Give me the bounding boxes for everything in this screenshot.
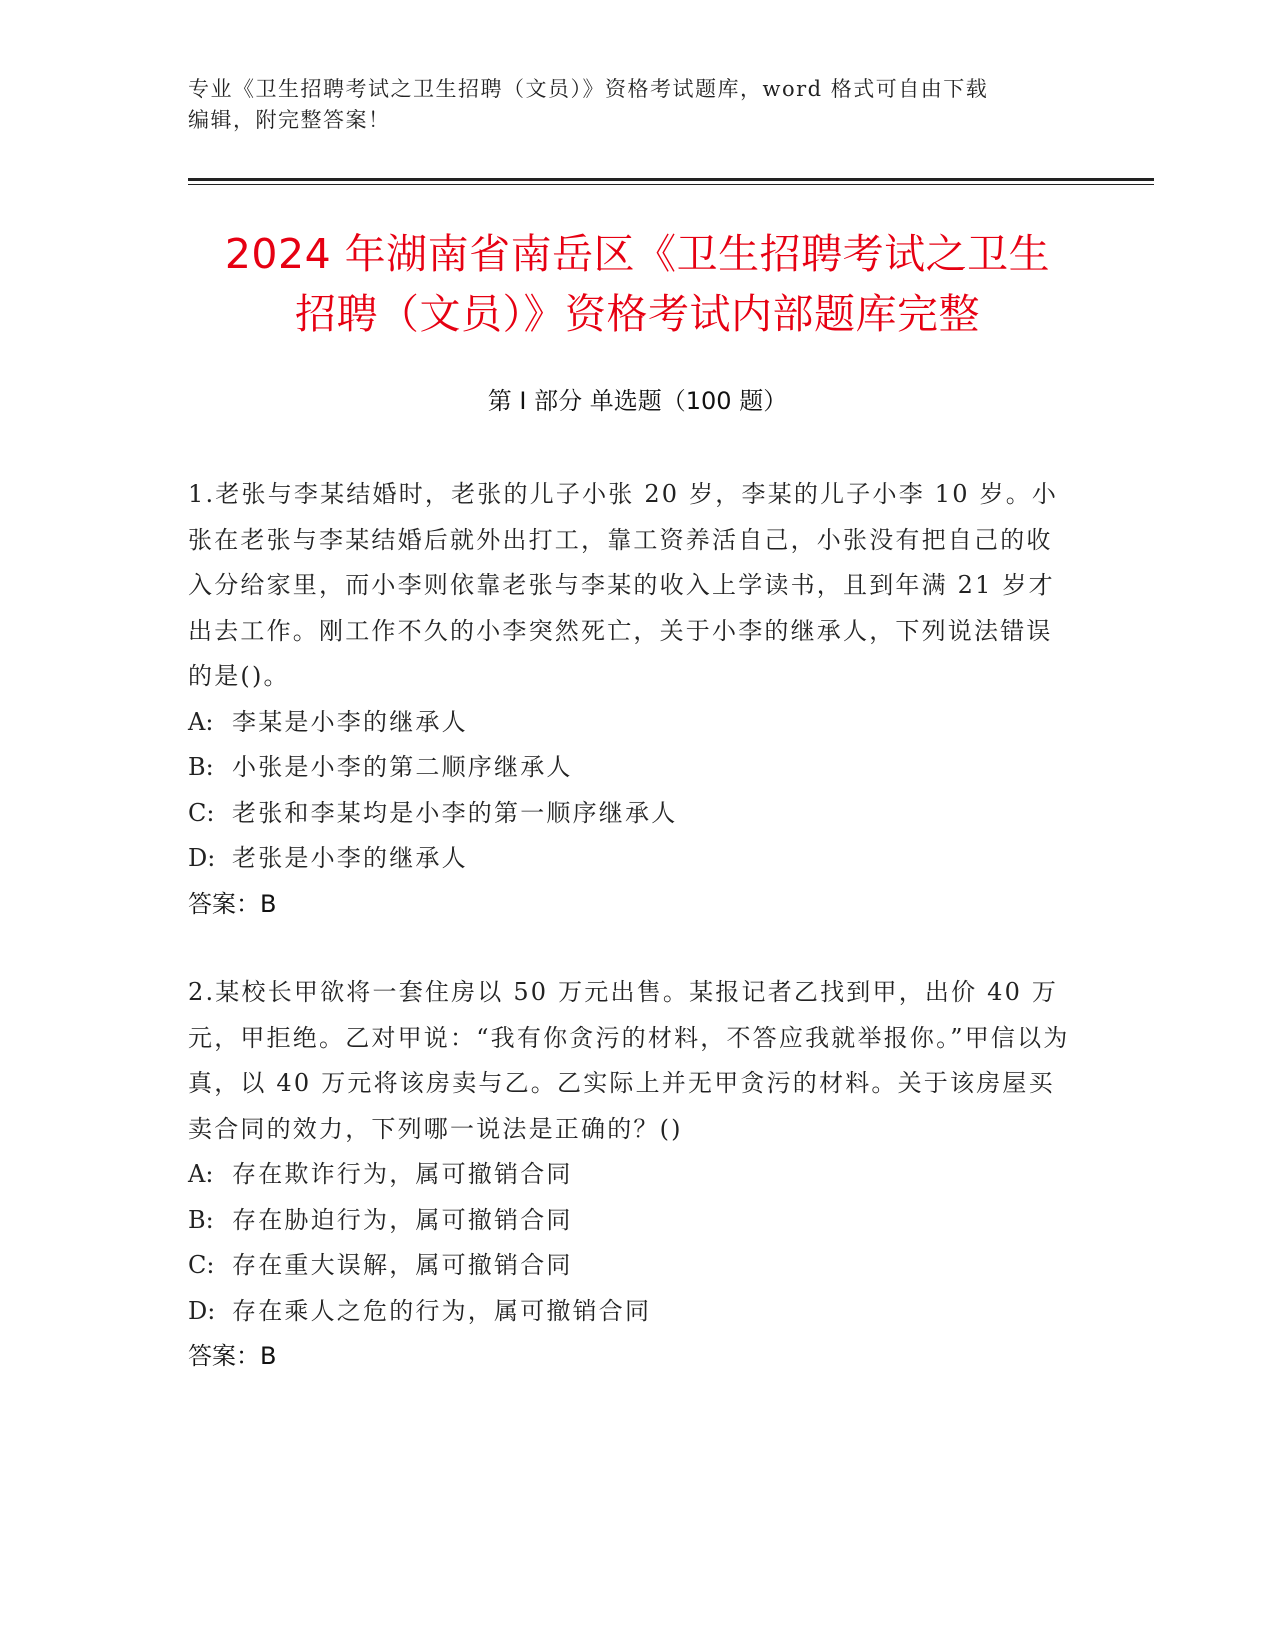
- option-b: [188, 745, 1078, 791]
- header-note-line-2: 编辑，附完整答案！: [188, 108, 391, 132]
- document-title: [150, 224, 1125, 344]
- option-a: [188, 1152, 1078, 1198]
- header-note-line-1: 专业《卫生招聘考试之卫生招聘（文员）》资格考试题库，word 格式可自由下载: [188, 77, 989, 101]
- option-letter: A:: [188, 707, 214, 736]
- option-text: 李某是小李的继承人: [232, 707, 468, 736]
- header-divider-thick: [188, 178, 1154, 181]
- header-divider-thin: [188, 184, 1154, 185]
- option-letter: D:: [188, 1296, 216, 1325]
- question-stem: 1.老张与李某结婚时，老张的儿子小张 20 岁，李某的儿子小李 10 岁。小张在老张与李某结婚后就外出打工，靠工资养活自己，小张没有把自己的收入分给家里，而小李则依靠老张与李某的收入上学读书，且到年满 21 岁才出去工作。刚工作不久的小李突然死亡，关于小李的继承人，下列说法错误的是()。: [188, 480, 1059, 690]
- option-letter: A:: [188, 1160, 214, 1188]
- option-text: 存在重大误解，属可撤销合同: [232, 1251, 573, 1279]
- answer: 答案：B: [188, 889, 277, 918]
- option-d: [188, 836, 1078, 882]
- option-text: 存在欺诈行为，属可撤销合同: [232, 1160, 573, 1188]
- option-letter: B:: [188, 753, 214, 781]
- option-text: 存在胁迫行为，属可撤销合同: [232, 1205, 573, 1234]
- option-letter: D:: [188, 844, 216, 872]
- option-b: [188, 1198, 1078, 1244]
- option-letter: B:: [188, 1205, 214, 1234]
- option-c: [188, 791, 1078, 837]
- document-title-line-1: 2024 年湖南省南岳区《卫生招聘考试之卫生: [224, 230, 1051, 278]
- option-c: [188, 1243, 1078, 1289]
- option-letter: C:: [188, 798, 215, 827]
- header-note: [188, 74, 1088, 136]
- option-text: 老张和李某均是小李的第一顺序继承人: [232, 798, 678, 827]
- document-title-line-2: 招聘（文员）》资格考试内部题库完整: [295, 290, 980, 338]
- option-text: 老张是小李的继承人: [232, 844, 468, 872]
- option-a: [188, 700, 1078, 746]
- question-1: [188, 472, 1078, 927]
- section-heading: 第 I 部分 单选题（100 题）: [487, 387, 788, 415]
- question-2: [188, 970, 1078, 1380]
- option-d: [188, 1289, 1078, 1335]
- option-text: 存在乘人之危的行为，属可撤销合同: [232, 1296, 652, 1325]
- question-stem: 2.某校长甲欲将一套住房以 50 万元出售。某报记者乙找到甲，出价 40 万元，甲拒绝。乙对甲说：“我有你贪污的材料，不答应我就举报你。”甲信以为真，以 40 万元将该房卖与乙。乙实际上并无甲贪污的材料。关于该房屋买卖合同的效力，下列哪一说法是正确的？(): [188, 978, 1070, 1143]
- option-letter: C:: [188, 1251, 215, 1279]
- option-text: 小张是小李的第二顺序继承人: [232, 753, 573, 781]
- answer: 答案：B: [188, 1342, 277, 1370]
